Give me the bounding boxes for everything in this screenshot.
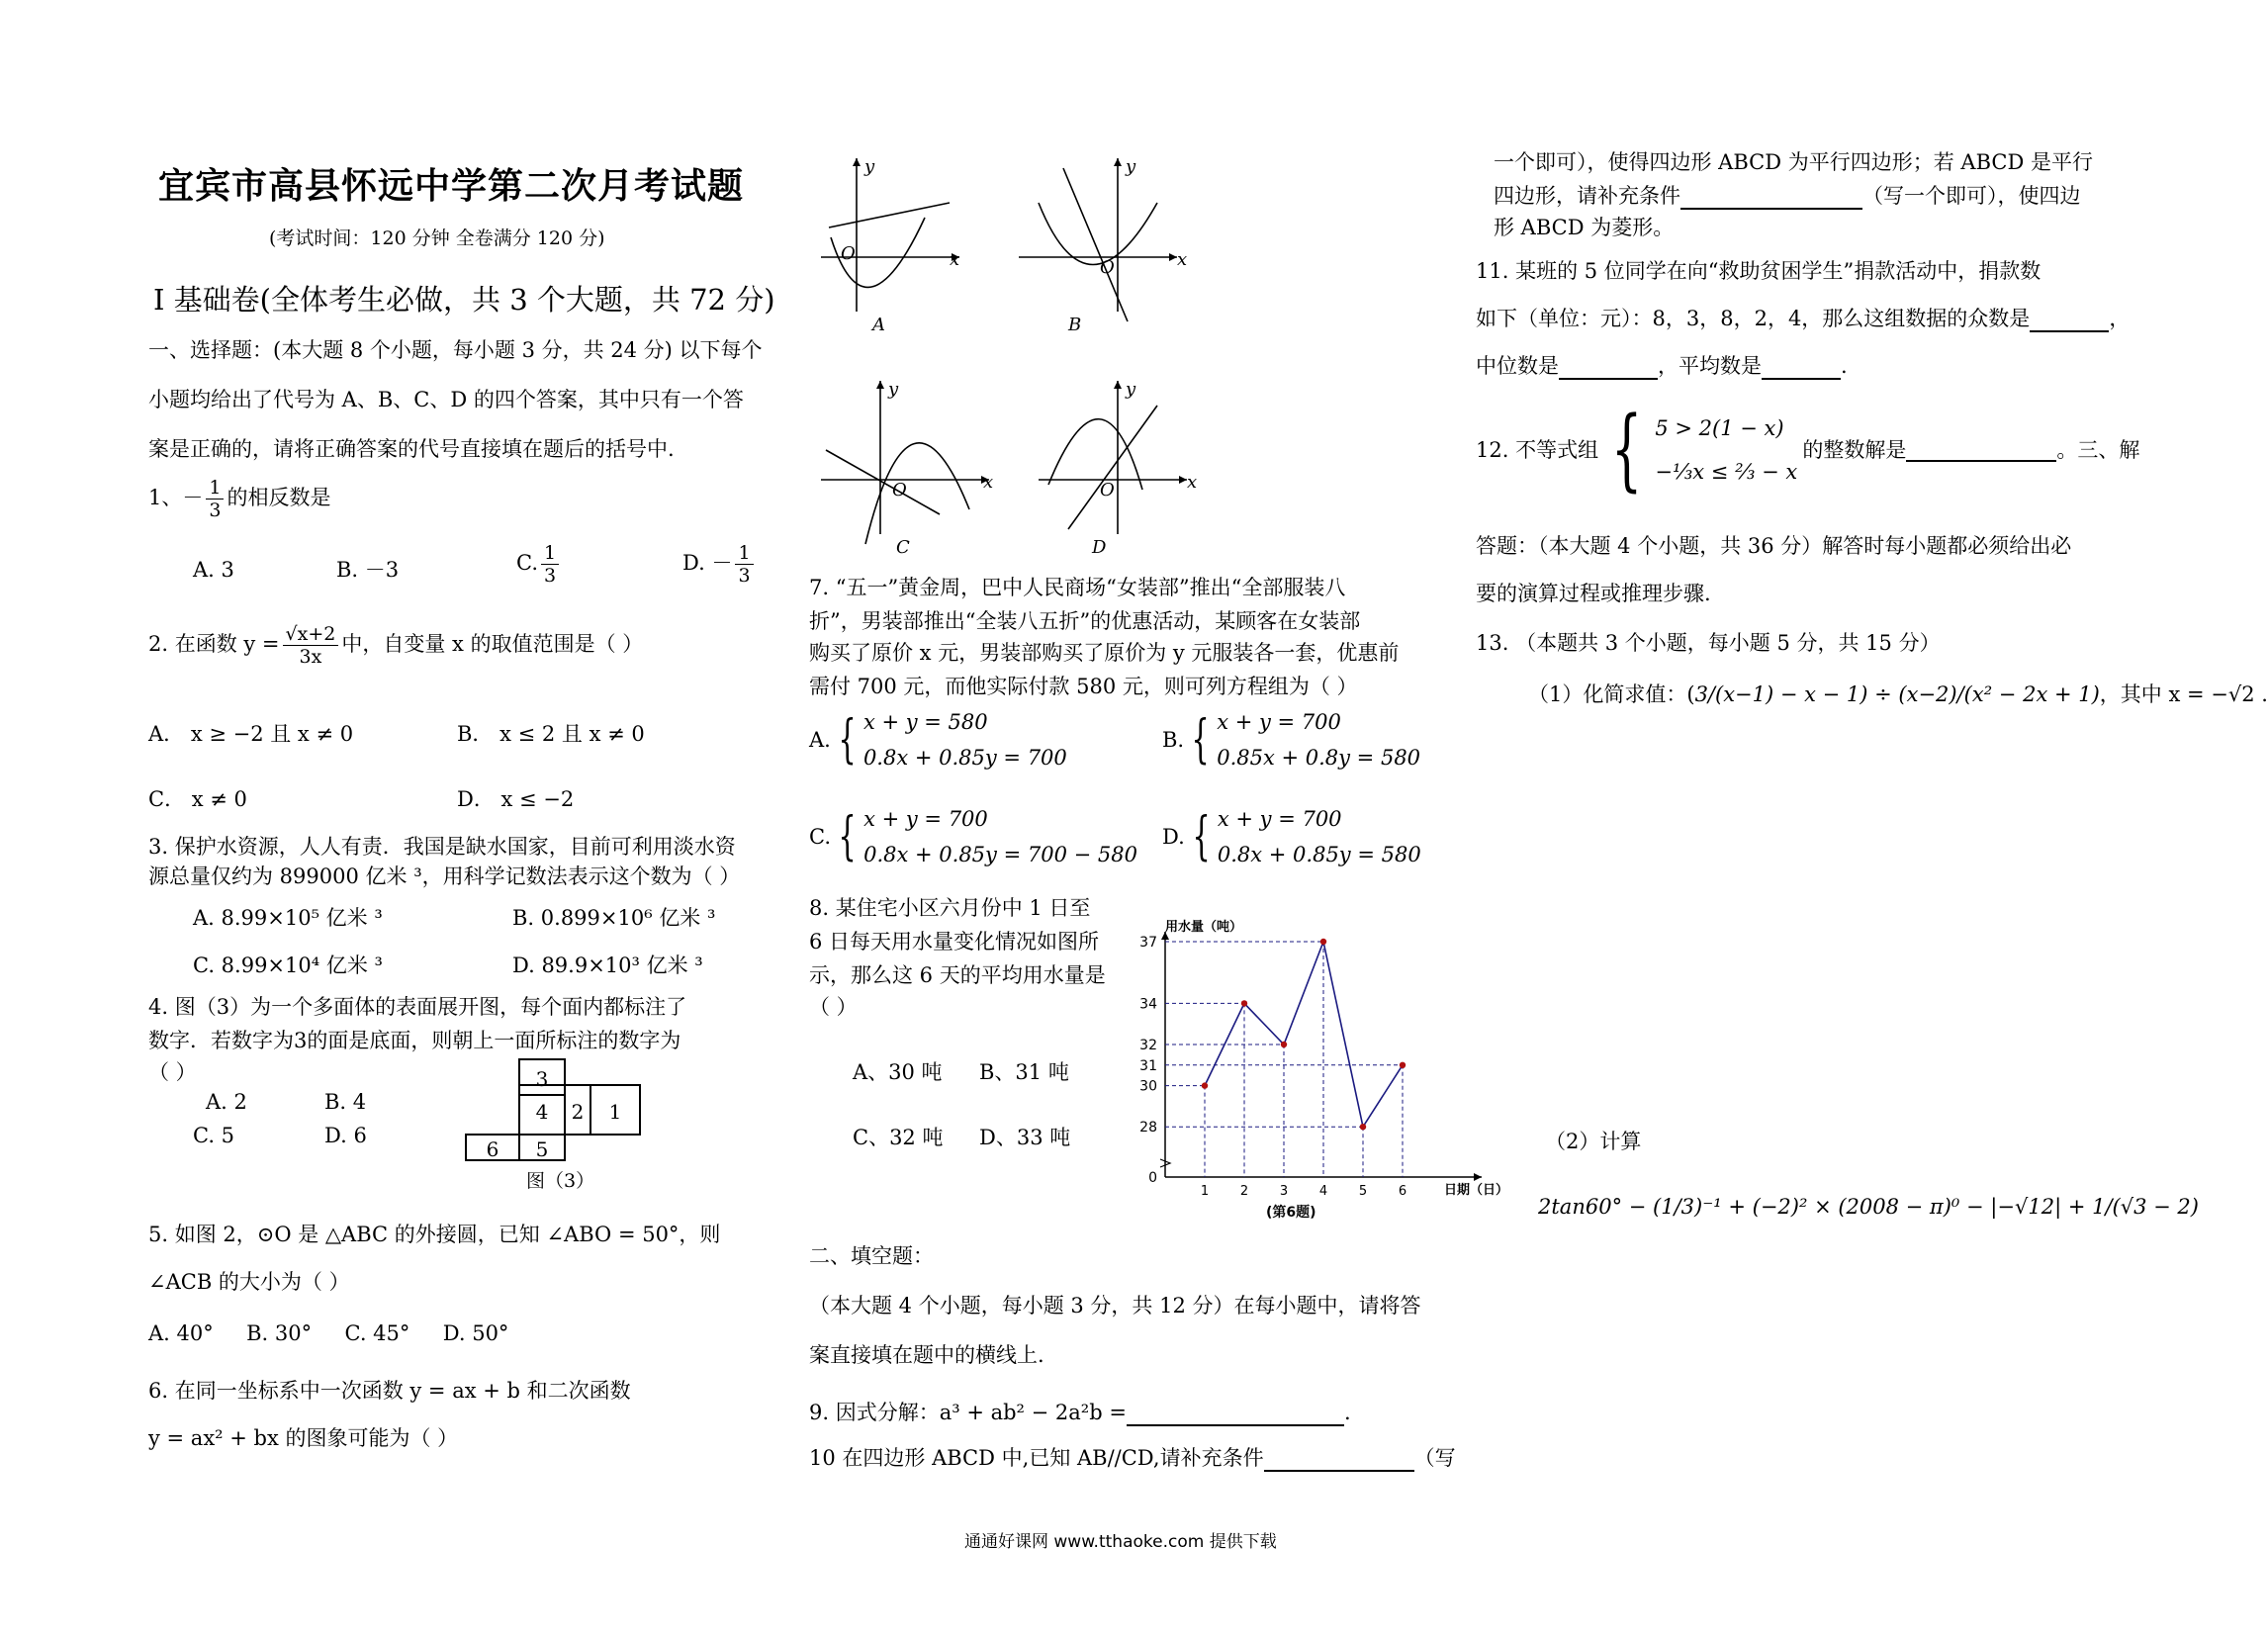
question-1 xyxy=(148,477,330,521)
q8-option-c: C、32 吨 xyxy=(853,1126,944,1149)
q1-d-fraction: $\frac{1}{3}$ xyxy=(735,542,753,587)
q6-line-2: y = ax² + bx 的图象可能为（ ） xyxy=(148,1426,459,1450)
q5-options: A. 40° B. 30° C. 45° D. 50° xyxy=(148,1321,509,1345)
intro-line-2: 小题均给出了代号为 A、B、C、D 的四个答案，其中只有一个答 xyxy=(148,388,744,411)
graph-d-origin: O xyxy=(1100,480,1115,500)
data-point xyxy=(1400,1062,1406,1068)
q4-option-d: D. 6 xyxy=(324,1124,367,1147)
q4-line-3: （ ） xyxy=(148,1060,197,1084)
q2-fraction: $\frac{√x+2}{3x}$ xyxy=(283,623,339,668)
y-tick-label: 30 xyxy=(1139,1078,1157,1095)
q4-option-b: B. 4 xyxy=(324,1090,367,1114)
x-axis-arrow xyxy=(1474,1173,1482,1181)
q7-option-c: C. { x + y = 700 0.8x + 0.85y = 700 − 580 xyxy=(809,807,1137,866)
q5-line-1: 5. 如图 2，⊙O 是 △ABC 的外接圆，已知 ∠ABO = 50°，则 xyxy=(148,1223,721,1246)
q8-option-d: D、33 吨 xyxy=(979,1126,1071,1149)
q7-option-a: A. { x + y = 580 0.8x + 0.85y = 700 xyxy=(809,710,1067,770)
y-tick-label: 28 xyxy=(1139,1120,1157,1136)
graph-d xyxy=(1039,379,1197,558)
q2-option-a: A． x ≥ −2 且 x ≠ 0 xyxy=(148,722,354,746)
q13-part-2-expression: 2tan60° − (1/3)⁻¹ + (−2)² × (2008 − π)⁰ − |−√12| + 1/(√3 − 2) xyxy=(1538,1195,2199,1219)
graph-d-y: y xyxy=(1126,379,1136,400)
q1-c-fraction: $\frac{1}{3}$ xyxy=(541,542,559,587)
water-usage-chart xyxy=(1128,915,1513,1231)
chart-ticks xyxy=(1139,935,1406,1199)
y-tick-label: 34 xyxy=(1139,996,1157,1013)
chart-title: (第6题) xyxy=(1266,1205,1316,1221)
graph-d-x: x xyxy=(1187,472,1198,493)
q1-prefix: 1、－ xyxy=(148,486,204,509)
q8-line-4: （ ） xyxy=(809,995,858,1019)
net-face-4: 4 xyxy=(518,1084,566,1136)
x-tick-label: 6 xyxy=(1398,1184,1407,1199)
net-face-2: 2 xyxy=(564,1084,591,1136)
q6-graphs xyxy=(811,148,1266,564)
chart-guides xyxy=(1165,942,1403,1177)
graph-a-label: A xyxy=(872,315,885,335)
q1-option-c: C. $\frac{1}{3}$ xyxy=(516,542,562,587)
q4-line-1: 4. 图（3）为一个多面体的表面展开图，每个面内都标注了 xyxy=(148,995,687,1019)
q9-answer-blank[interactable] xyxy=(1127,1403,1344,1426)
q1-fraction: $\frac{1}{3}$ xyxy=(206,477,224,521)
y-tick-label: 37 xyxy=(1139,935,1157,951)
net-face-1: 1 xyxy=(590,1084,641,1136)
graph-b-x: x xyxy=(1177,249,1188,270)
exam-info: (考试时间：120 分钟 全卷满分 120 分) xyxy=(269,227,605,249)
graph-c xyxy=(821,379,993,558)
q4-option-c: C. 5 xyxy=(193,1124,235,1147)
part2-intro-2: 案直接填在题中的横线上. xyxy=(809,1343,1044,1367)
q5-line-2: ∠ACB 的大小为（ ） xyxy=(148,1270,350,1294)
chart-axes xyxy=(1160,932,1482,1181)
q3-option-c: C. 8.99×10⁴ 亿米 ³ xyxy=(193,954,383,977)
graph-a-x: x xyxy=(950,249,960,270)
q8-line-2: 6 日每天用水量变化情况如图所 xyxy=(809,930,1100,954)
q8-line-3: 示，那么这 6 天的平均用水量是 xyxy=(809,963,1106,987)
q3-option-d: D. 89.9×10³ 亿米 ³ xyxy=(512,954,703,977)
chart-line xyxy=(1205,942,1403,1127)
series-line xyxy=(1205,942,1403,1127)
q4-option-a: A. 2 xyxy=(206,1090,247,1114)
q6-line-1: 6. 在同一坐标系中一次函数 y = ax + b 和二次函数 xyxy=(148,1379,631,1403)
q11-line-3: 中位数是 ，平均数是 . xyxy=(1476,354,1848,378)
q10-answer-blank-2[interactable] xyxy=(1680,186,1862,210)
q11-median-blank[interactable] xyxy=(1559,356,1658,380)
section-heading: Ⅰ 基础卷(全体考生必做，共 3 个大题，共 72 分) xyxy=(153,283,775,317)
q10-line-1: 一个即可），使得四边形 ABCD 为平行四边形；若 ABCD 是平行 xyxy=(1494,150,2093,174)
data-point xyxy=(1320,939,1326,945)
graph-c-label: C xyxy=(896,537,910,558)
q11-line-1: 11. 某班的 5 位同学在向“救助贫困学生”捐款活动中，捐款数 xyxy=(1476,259,2041,283)
q1-option-a: A. 3 xyxy=(193,558,234,582)
part2-title: 二、填空题： xyxy=(809,1244,934,1268)
q3-line-1: 3. 保护水资源，人人有责．我国是缺水国家，目前可利用淡水资 xyxy=(148,835,736,859)
graph-b-label: B xyxy=(1068,315,1082,335)
q4-line-2: 数字．若数字为3的面是底面，则朝上一面所标注的数字为 xyxy=(148,1029,681,1052)
q1-suffix: 的相反数是 xyxy=(227,486,331,509)
net-face-3: 3 xyxy=(518,1058,566,1096)
data-point xyxy=(1202,1082,1208,1088)
net-face-6: 6 xyxy=(465,1134,520,1161)
q10-line-2: 四边形，请补充条件 （写一个即可），使四边 xyxy=(1494,184,2081,208)
graph-c-x: x xyxy=(983,472,994,493)
q11-mean-blank[interactable] xyxy=(1762,356,1841,380)
q13-heading: 13. （本题共 3 个小题，每小题 5 分，共 15 分） xyxy=(1476,631,1941,655)
question-9: 9. 因式分解：a³ + ab² − 2a²b = . xyxy=(809,1401,1351,1424)
x-tick-label: 3 xyxy=(1279,1184,1289,1199)
y-tick-label: 0 xyxy=(1148,1170,1157,1186)
x-tick-label: 2 xyxy=(1239,1184,1249,1199)
q13-part-2-heading: （2）计算 xyxy=(1545,1130,1642,1153)
question-2: 2. 在函数 y = $\frac{√x+2}{3x}$ 中，自变量 x 的取值范围是（ ） xyxy=(148,623,644,668)
x-tick-label: 4 xyxy=(1318,1184,1328,1199)
q8-line-1: 8. 某住宅小区六月份中 1 日至 xyxy=(809,896,1091,920)
q3-line-2: 源总量仅约为 899000 亿米 ³，用科学记数法表示这个数为（ ） xyxy=(148,864,741,888)
chart-ylabel: 用水量（吨） xyxy=(1165,920,1243,935)
q1-option-d: D. － $\frac{1}{3}$ xyxy=(682,542,757,587)
footer-text: 通通好课网 www.tthaoke.com 提供下载 xyxy=(964,1532,1277,1552)
data-point xyxy=(1241,1000,1247,1006)
x-tick-label: 5 xyxy=(1358,1184,1368,1199)
graph-b xyxy=(1019,156,1187,335)
q2-option-b: B． x ≤ 2 且 x ≠ 0 xyxy=(457,722,645,746)
y-tick-label: 32 xyxy=(1139,1038,1157,1053)
graph-b-y: y xyxy=(1126,156,1136,177)
page-title: 宜宾市高县怀远中学第二次月考试题 xyxy=(158,165,745,207)
graph-c-y: y xyxy=(888,379,899,400)
intro-line-1: 一、选择题：(本大题 8 个小题，每小题 3 分，共 24 分) 以下每个 xyxy=(148,338,763,362)
part3-intro-2: 要的演算过程或推理步骤. xyxy=(1476,582,1711,605)
x-tick-label: 1 xyxy=(1200,1184,1210,1199)
q8-option-a: A、30 吨 xyxy=(853,1060,943,1084)
data-point xyxy=(1360,1124,1366,1130)
net-caption: 图（3） xyxy=(526,1170,595,1192)
graph-b-origin: O xyxy=(1100,257,1115,278)
q12-answer-blank[interactable] xyxy=(1906,438,2056,462)
q8-option-b: B、31 吨 xyxy=(979,1060,1069,1084)
data-point xyxy=(1281,1042,1287,1047)
graph-a-origin: O xyxy=(841,243,856,264)
q1-option-b: B. －3 xyxy=(336,558,400,582)
chart-points xyxy=(1202,939,1406,1131)
q7-option-d: D. { x + y = 700 0.8x + 0.85y = 580 xyxy=(1162,807,1421,866)
y-tick-label: 31 xyxy=(1139,1057,1157,1074)
graph-c-origin: O xyxy=(892,480,907,500)
q2-option-d: D． x ≤ −2 xyxy=(457,787,575,811)
q10-line-3: 形 ABCD 为菱形。 xyxy=(1494,216,1675,239)
q7-line-3: 购买了原价 x 元，男装部购买了原价为 y 元服装各一套，优惠前 xyxy=(809,641,1400,665)
graph-a xyxy=(821,156,959,335)
q7-line-4: 需付 700 元，而他实际付款 580 元，则可列方程组为（ ） xyxy=(809,675,1358,698)
chart-xlabel: 日期（日） xyxy=(1444,1183,1509,1198)
graph-a-y: y xyxy=(864,156,875,177)
q3-option-a: A. 8.99×10⁵ 亿米 ³ xyxy=(193,906,383,930)
graph-d-label: D xyxy=(1092,537,1107,558)
q3-option-b: B. 0.899×10⁶ 亿米 ³ xyxy=(512,906,716,930)
intro-line-3: 案是正确的，请将正确答案的代号直接填在题后的括号中. xyxy=(148,437,675,461)
q2-option-c: C． x ≠ 0 xyxy=(148,787,247,811)
q7-option-b: B. { x + y = 700 0.85x + 0.8y = 580 xyxy=(1162,710,1421,770)
q13-part-1: （1）化简求值：(3/(x−1) − x − 1) ÷ (x−2)/(x² − 2x + 1)，其中 x = −√2 . xyxy=(1528,682,2268,706)
net-face-5: 5 xyxy=(518,1134,566,1161)
q10-answer-blank-1[interactable] xyxy=(1264,1448,1414,1472)
part3-intro-1: 答题：（本大题 4 个小题，共 36 分）解答时每小题都必须给出必 xyxy=(1476,534,2072,558)
question-10: 10 在四边形 ABCD 中,已知 AB//CD,请补充条件 （写 xyxy=(809,1446,1456,1470)
q11-mode-blank[interactable] xyxy=(2030,309,2109,332)
q11-line-2: 如下（单位：元）：8，3，8，2，4，那么这组数据的众数是 ， xyxy=(1476,307,2131,330)
question-12: 12. 不等式组 { 5 > 2(1 − x) −⅓x ≤ ⅔ − x 的整数解是 。三、解 xyxy=(1476,398,2140,501)
q7-line-2: 折”，男装部推出“全装八五折”的优惠活动，某顾客在女装部 xyxy=(809,609,1361,633)
part2-intro-1: （本大题 4 个小题，每小题 3 分，共 12 分）在每小题中，请将答 xyxy=(809,1294,1421,1318)
q7-line-1: 7. “五一”黄金周，巴中人民商场“女装部”推出“全部服装八 xyxy=(809,576,1346,599)
